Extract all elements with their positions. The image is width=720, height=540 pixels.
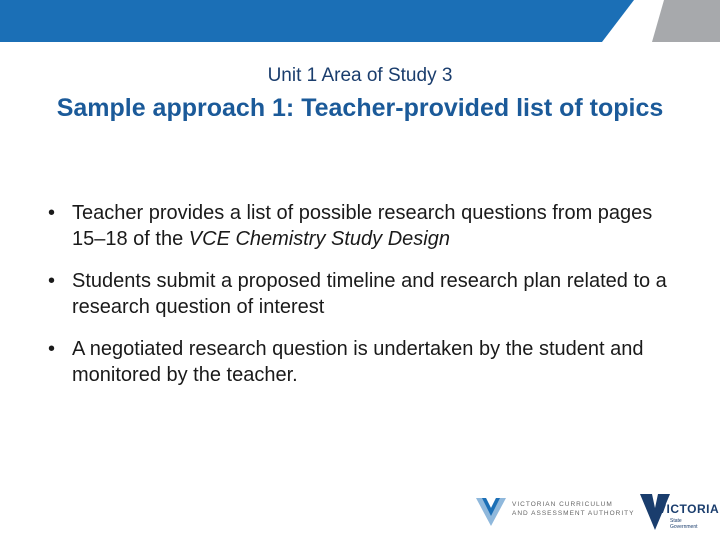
- bullet-text: A negotiated research question is undertaken by the student and monitored by the teacher.: [72, 338, 644, 386]
- bullet-item: [48, 200, 688, 252]
- vcaa-logo: [476, 496, 635, 528]
- bullet-point-icon: •: [48, 270, 56, 292]
- top-banner: [0, 0, 720, 42]
- bullet-text: Teacher provides a list of possible research questions from pages 15–18 of the: [72, 202, 653, 250]
- victoria-subtext-line1: State: [670, 518, 682, 524]
- slide-heading: [0, 64, 720, 124]
- study-design-reference: VCE Chemistry Study Design: [188, 228, 450, 250]
- victoria-wordmark: VICTORIA: [658, 502, 720, 516]
- vcaa-chevron-icon: [476, 498, 506, 526]
- bullet-point-icon: •: [48, 202, 56, 224]
- vcaa-logo-text: [512, 500, 634, 518]
- bullet-list: [48, 200, 688, 404]
- bullet-text: Students submit a proposed timeline and research plan related to a research question of interest: [72, 270, 667, 318]
- slide-title: Sample approach 1: Teacher-provided list of topics: [56, 94, 664, 122]
- bullet-point-icon: •: [48, 338, 56, 360]
- bullet-item: [48, 268, 688, 320]
- bullet-item: [48, 336, 688, 388]
- victoria-subtext-line2: Government: [670, 524, 698, 530]
- vcaa-logo-line1: VICTORIAN CURRICULUM: [512, 501, 613, 508]
- vcaa-logo-line2: AND ASSESSMENT AUTHORITY: [512, 510, 635, 517]
- victoria-subtext: [670, 518, 698, 530]
- slide-subtitle: Unit 1 Area of Study 3: [267, 65, 453, 86]
- banner-blue-band: [0, 0, 634, 42]
- banner-grey-stripe: [652, 0, 720, 42]
- victoria-government-logo: [640, 492, 720, 536]
